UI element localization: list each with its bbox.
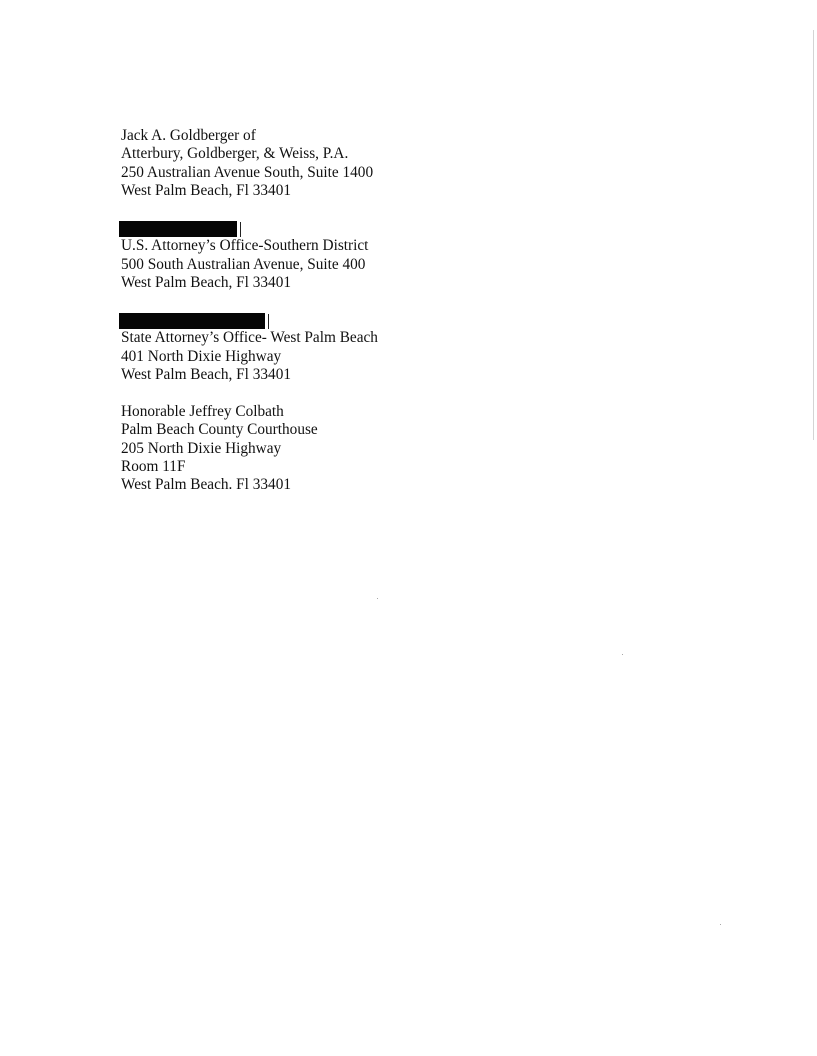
scan-speck: [377, 598, 378, 599]
recipient-street-line: 205 North Dixie Highway: [121, 439, 282, 457]
recipient-city-line: West Palm Beach, Fl 33401: [121, 274, 291, 292]
redacted-name-line: [121, 219, 451, 237]
recipient-street-line: 250 Australian Avenue South, Suite 1400: [121, 163, 374, 181]
recipient-name-line: Jack A. Goldberger of: [121, 127, 256, 144]
recipient-firm-line: Atterbury, Goldberger, & Weiss, P.A.: [121, 145, 349, 163]
redaction-bar: [119, 221, 237, 237]
recipient-office-line: State Attorney’s Office- West Palm Beach: [121, 329, 378, 347]
recipient-city-line: West Palm Beach, Fl 33401: [121, 366, 291, 384]
recipient-street-line: 401 North Dixie Highway: [121, 347, 282, 365]
recipient-building-line: Palm Beach County Courthouse: [121, 421, 318, 439]
recipient-address-state-attorney: [121, 311, 451, 385]
recipient-name-line: Honorable Jeffrey Colbath: [121, 402, 284, 420]
scan-speck: [622, 654, 623, 655]
recipient-address-judge: [121, 403, 451, 495]
scan-speck: [720, 924, 721, 925]
scan-edge-line: [813, 30, 814, 440]
recipient-city-line: West Palm Beach. Fl 33401: [121, 476, 291, 494]
recipient-address-us-attorney: [121, 219, 451, 293]
recipient-city-line: West Palm Beach, Fl 33401: [121, 182, 291, 200]
redacted-name-line: [121, 311, 451, 329]
recipient-address-goldberger: [121, 127, 451, 201]
recipient-street-line: 500 South Australian Avenue, Suite 400: [121, 255, 366, 273]
recipient-room-line: Room 11F: [121, 458, 186, 476]
redaction-bar: [119, 313, 265, 329]
address-list: [121, 127, 451, 513]
recipient-office-line: U.S. Attorney’s Office-Southern District: [121, 237, 369, 255]
